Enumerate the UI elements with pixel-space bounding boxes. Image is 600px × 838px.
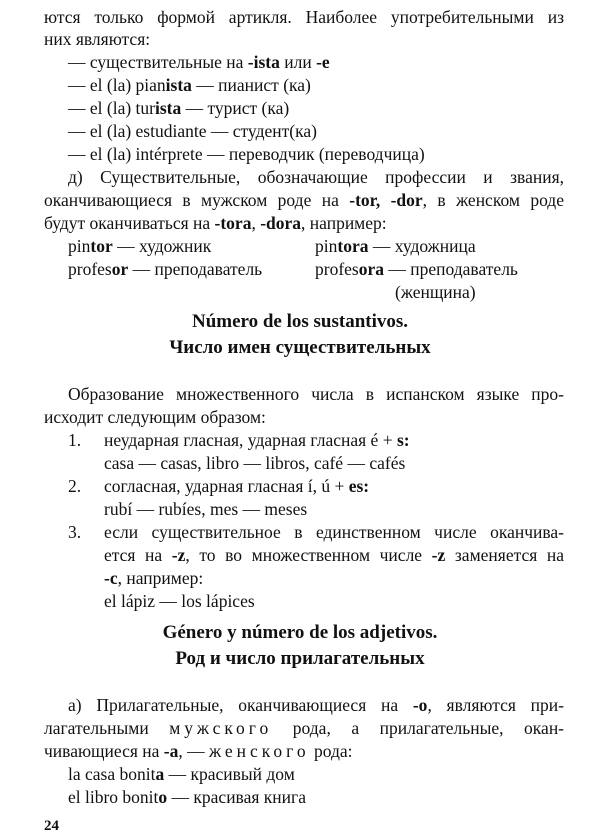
text-line: а) Прилагательные, оканчивающиеся на -o, являются при-	[68, 695, 564, 715]
text-line: них являются:	[44, 29, 151, 49]
text-line: лагательными мужского рода, а прилагательные, окан-	[44, 718, 565, 738]
list-item: -c, например:	[104, 568, 204, 588]
text-line: будут оканчиваться на -tora, -dora, например:	[44, 213, 387, 233]
list-number: 3.	[68, 522, 82, 542]
list-item: согласная, ударная гласная í, ú + es:	[104, 476, 370, 496]
list-number: 1.	[68, 430, 82, 450]
list-item: неударная гласная, ударная гласная é + s:	[104, 430, 410, 450]
text-line: исходит следующим образом:	[44, 407, 266, 427]
example-word: (женщина)	[395, 282, 476, 302]
list-item: — el (la) turista — турист (ка)	[68, 98, 290, 118]
list-number: 2.	[68, 476, 82, 496]
list-item: — el (la) intérprete — переводчик (переводчица)	[68, 144, 425, 164]
text-line: д) Существительные, обозначающие профессии и звания,	[68, 167, 564, 187]
list-item: rubí — rubíes, mes — meses	[104, 499, 308, 519]
text-line: чивающиеся на -a, — женского рода:	[44, 741, 353, 761]
section-heading: Número de los sustantivos.	[191, 311, 409, 332]
list-item: casa — casas, libro — libros, café — cafés	[104, 453, 406, 473]
text-line: оканчивающиеся в мужском роде на -tor, -dor, в женском роде	[44, 190, 564, 210]
example-line: el libro bonito — красивая книга	[68, 787, 306, 807]
text-line: Образование множественного числа в испанском языке про-	[68, 384, 564, 404]
example-word: profesor — преподаватель	[68, 259, 263, 279]
list-item: если существительное в единственном числе оканчива-	[104, 522, 564, 542]
section-heading: Género y número de los adjetivos.	[162, 622, 438, 643]
section-heading: Род и число прилагательных	[175, 648, 425, 669]
list-item: ется на -z, то во множественном числе -z заменяется на	[104, 545, 565, 565]
text-line: ются только формой артикля. Наиболее употребительными из	[44, 7, 564, 27]
section-heading: Число имен существительных	[169, 337, 431, 358]
list-item: — el (la) estudiante — студент(ка)	[68, 121, 317, 141]
example-line: la casa bonita — красивый дом	[68, 764, 295, 784]
page-number: 24	[44, 818, 59, 834]
list-item: — el (la) pianista — пианист (ка)	[68, 75, 311, 95]
example-word: pintor — художник	[68, 236, 212, 256]
list-item: — существительные на -ista или -e	[68, 52, 330, 72]
example-word: profesora — преподаватель	[315, 259, 518, 279]
list-item: el lápiz — los lápices	[104, 591, 255, 611]
example-word: pintora — художница	[315, 236, 476, 256]
